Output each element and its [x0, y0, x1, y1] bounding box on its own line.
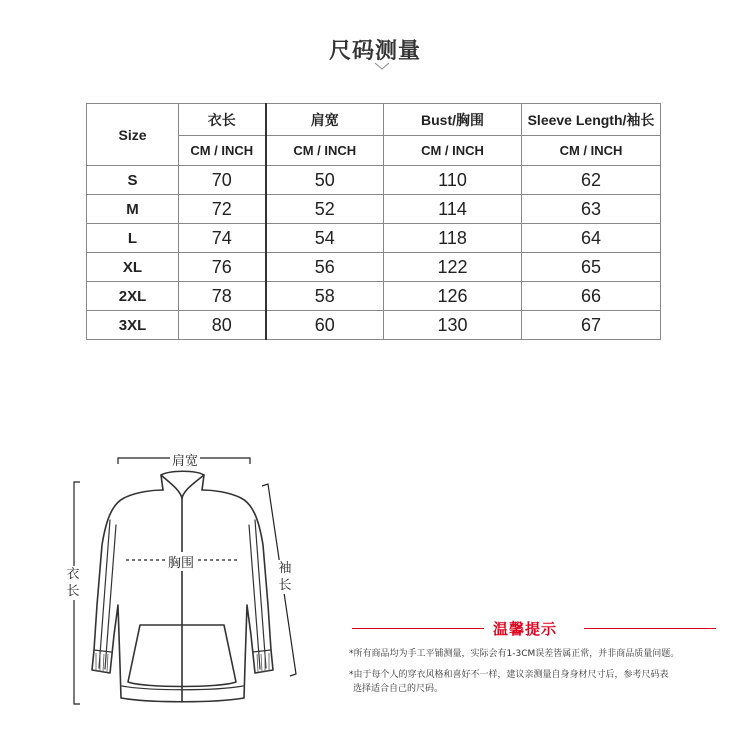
shoulder-cell: 52	[266, 195, 384, 224]
bust-cell: 110	[384, 166, 522, 195]
shoulder-cell: 56	[266, 253, 384, 282]
shoulder-cell: 50	[266, 166, 384, 195]
size-cell: XL	[87, 253, 179, 282]
bust-cell: 118	[384, 224, 522, 253]
bust-cell: 126	[384, 282, 522, 311]
tip-line: 选择适合自己的尺码。	[353, 684, 444, 694]
table-row	[87, 166, 661, 195]
unit-label: CM / INCH	[266, 136, 384, 166]
page-title: 尺码测量	[328, 39, 421, 64]
length-label: 衣长	[66, 567, 80, 599]
table-row	[87, 224, 661, 253]
sleeve-column-header: Sleeve Length/袖长	[522, 104, 661, 136]
size-cell: S	[87, 166, 179, 195]
shoulder-column-header: 肩宽	[266, 104, 384, 136]
chevron-down-icon	[374, 62, 390, 70]
tip-line: *所有商品均为手工平铺测量，实际会有1-3CM误差皆属正常，并非商品质量问题。	[349, 649, 680, 659]
size-cell: L	[87, 224, 179, 253]
bust-cell: 122	[384, 253, 522, 282]
size-column-header: Size	[87, 104, 179, 166]
shoulder-cell: 60	[266, 311, 384, 340]
bust-cell: 114	[384, 195, 522, 224]
table-row	[87, 311, 661, 340]
length-cell: 80	[179, 311, 266, 340]
size-cell: 2XL	[87, 282, 179, 311]
sleeve-cell: 66	[522, 282, 661, 311]
length-column-header: 衣长	[179, 104, 266, 136]
size-chart-table	[86, 103, 661, 340]
length-cell: 76	[179, 253, 266, 282]
shoulder-cell: 54	[266, 224, 384, 253]
bust-column-header: Bust/胸围	[384, 104, 522, 136]
unit-label: CM / INCH	[384, 136, 522, 166]
length-cell: 78	[179, 282, 266, 311]
unit-label: CM / INCH	[522, 136, 661, 166]
length-cell: 72	[179, 195, 266, 224]
tips-title: 温馨提示	[493, 620, 558, 638]
table-row	[87, 195, 661, 224]
unit-label: CM / INCH	[179, 136, 266, 166]
tip-line: *由于每个人的穿衣风格和喜好不一样，建议亲测量自身身材尺寸后，参考尺码表	[349, 670, 669, 680]
table-row	[87, 282, 661, 311]
length-cell: 74	[179, 224, 266, 253]
shoulder-width-label: 肩宽	[170, 450, 200, 469]
sleeve-cell: 67	[522, 311, 661, 340]
sleeve-cell: 64	[522, 224, 661, 253]
length-cell: 70	[179, 166, 266, 195]
divider	[584, 628, 716, 629]
shoulder-cell: 58	[266, 282, 384, 311]
table-header-row	[87, 104, 661, 136]
table-row	[87, 253, 661, 282]
size-cell: 3XL	[87, 311, 179, 340]
sleeve-cell: 63	[522, 195, 661, 224]
sleeve-cell: 62	[522, 166, 661, 195]
bust-cell: 130	[384, 311, 522, 340]
divider	[352, 628, 484, 629]
sleeve-cell: 65	[522, 253, 661, 282]
sleeve-length-label: 袖长	[278, 561, 292, 593]
bust-label: 胸围	[166, 552, 196, 571]
size-cell: M	[87, 195, 179, 224]
